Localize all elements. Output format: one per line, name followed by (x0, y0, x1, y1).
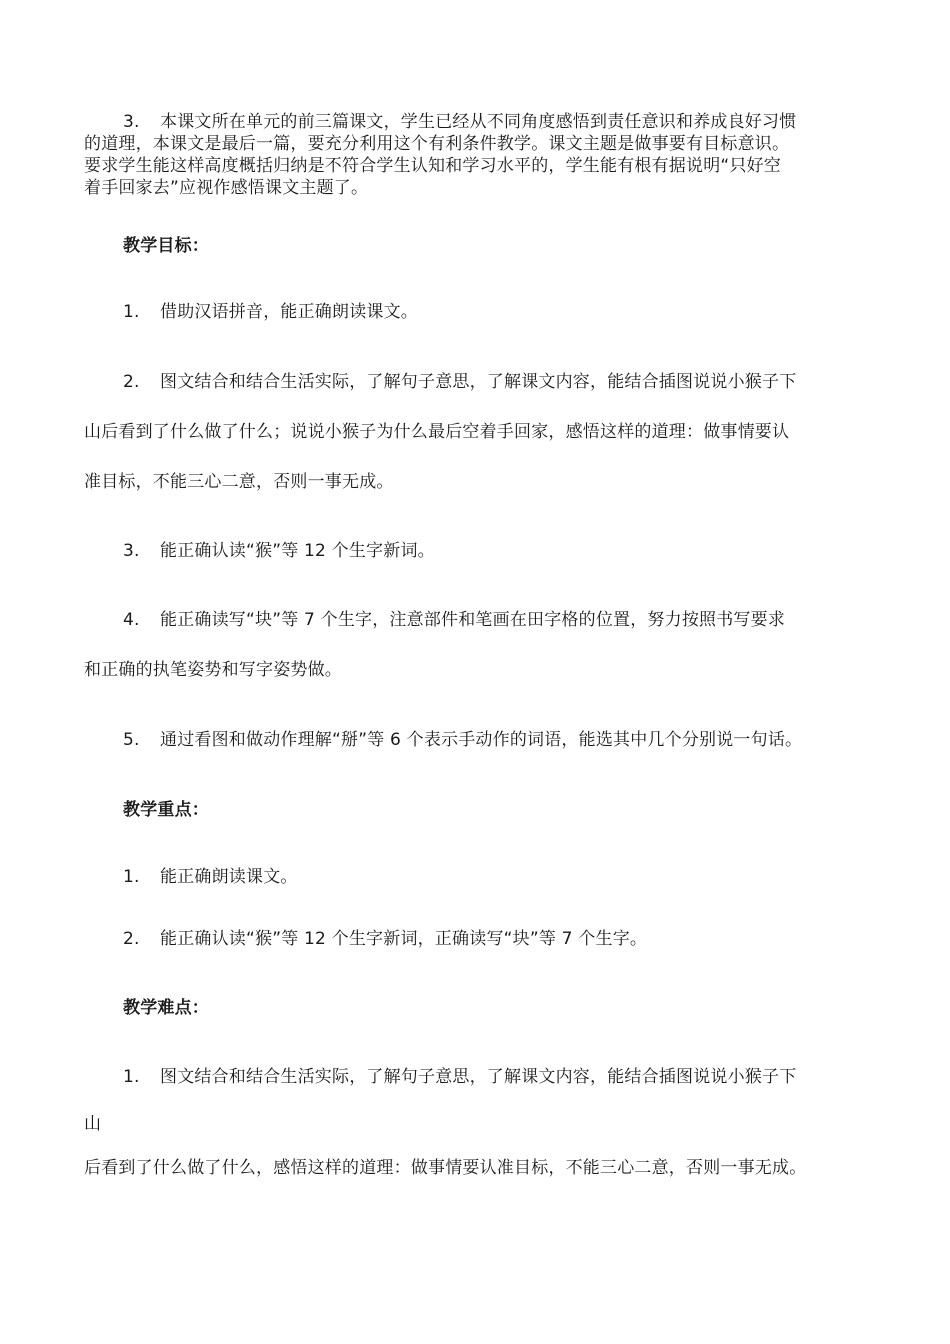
key-point-item-1: 1. 能正确朗读课文。 (123, 867, 298, 887)
key-point-item-2: 2. 能正确认读“猴”等 12 个生字新词，正确读写“块”等 7 个生字。 (123, 929, 648, 949)
objective-item-2: 2. 图文结合和结合生活实际，了解句子意思，了解课文内容，能结合插图说说小猴子下 (123, 372, 797, 392)
objectives-heading: 教学目标： (123, 236, 209, 256)
intro-line-3: 要求学生能这样高度概括归纳是不符合学生认知和学习水平的，学生能有根有据说明“只好空 (84, 156, 782, 176)
objective-item-5: 5. 通过看图和做动作理解“掰”等 6 个表示手动作的词语，能选其中几个分别说一句话。 (123, 730, 803, 750)
objective-item-2-line-3: 准目标，不能三心二意，否则一事无成。 (84, 472, 394, 492)
objective-item-1: 1. 借助汉语拼音，能正确朗读课文。 (123, 302, 418, 322)
intro-line-2: 的道理，本课文是最后一篇，要充分利用这个有利条件教学。课文主题是做事要有目标意识。 (84, 134, 790, 154)
difficulties-heading: 教学难点： (123, 998, 209, 1018)
difficulty-item-1-line-2: 山 (84, 1114, 102, 1134)
intro-line-4: 着手回家去”应视作感悟课文主题了。 (84, 178, 369, 198)
objective-item-4-line-2: 和正确的执笔姿势和写字姿势做。 (84, 660, 342, 680)
objective-item-4: 4. 能正确读写“块”等 7 个生字，注意部件和笔画在田字格的位置，努力按照书写要求 (123, 610, 786, 630)
key-points-heading: 教学重点： (123, 800, 209, 820)
intro-number: 3. (123, 112, 140, 132)
objective-item-2-line-2: 山后看到了什么做了什么；说说小猴子为什么最后空着手回家，感悟这样的道理：做事情要认 (84, 422, 790, 442)
intro-line-1: 3. 本课文所在单元的前三篇课文，学生已经从不同角度感悟到责任意识和养成良好习惯 (123, 112, 797, 132)
difficulty-item-1: 1. 图文结合和结合生活实际，了解句子意思，了解课文内容，能结合插图说说小猴子下 (123, 1067, 797, 1087)
difficulty-item-1-line-3: 后看到了什么做了什么，感悟这样的道理：做事情要认准目标，不能三心二意，否则一事无成。 (84, 1158, 807, 1178)
objective-item-3: 3. 能正确认读“猴”等 12 个生字新词。 (123, 541, 435, 561)
